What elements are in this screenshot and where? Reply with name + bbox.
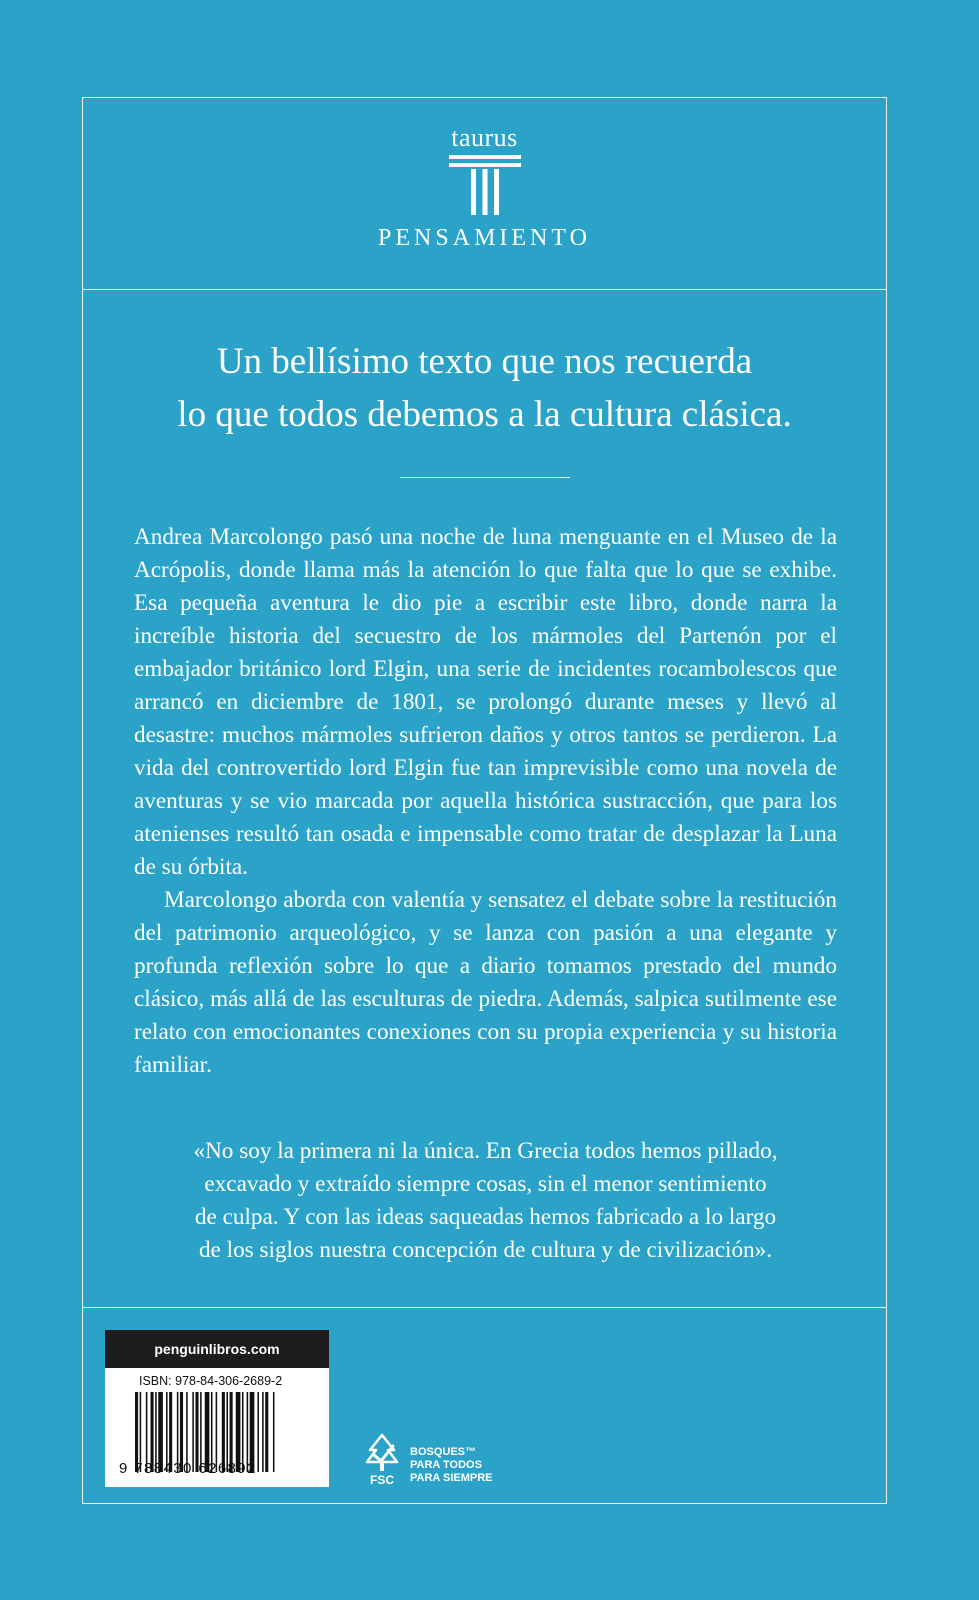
description-paragraph-1: Andrea Marcolongo pasó una noche de luna menguante en el Museo de la Acrópolis, donde llama más la atención lo que falta que lo que se exhibe. Esa pequeña aventura le dio pie a escribir este libro, donde narra la increíble historia del secuestro de los mármoles del Partenón por el embajador británico lord Elgin, una serie de incidentes rocambolescos que arrancó en diciembre de 1801, se prolongó durante meses y llevó al desastre: muchos mármoles sufrieron daños y otros tantos se perdieron. La vida del controvertido lord Elgin fue tan imprevisible como una novela de aventuras y se vio marcada por aquella histórica sustracción, que para los atenienses resultó tan osada e impensable como tratar de desplazar la Luna de su órbita. [134, 524, 837, 880]
tagline [82, 335, 887, 441]
fsc-tree-check-icon [362, 1432, 402, 1474]
collection-name: PENSAMIENTO [378, 225, 591, 251]
fsc-slogan [410, 1446, 493, 1485]
author-quote [134, 1135, 837, 1267]
quote-line-2: excavado y extraído siempre cosas, sin el menor sentimiento [204, 1171, 767, 1197]
fsc-label: FSC [370, 1473, 394, 1487]
tagline-line-2: lo que todos debemos a la cultura clásica. [177, 394, 792, 435]
footer-divider [82, 1307, 887, 1308]
quote-line-4: de los siglos nuestra concepción de cultura y de civilización». [198, 1237, 773, 1263]
fsc-slogan-line-1: BOSQUES™ [410, 1446, 477, 1458]
publisher-header [82, 97, 887, 291]
isbn-number: ISBN: 978-84-306-2689-2 [139, 1374, 283, 1388]
fsc-slogan-line-2: PARA TODOS [410, 1459, 482, 1471]
ean-digits: 9 788430 626892 [119, 1460, 257, 1477]
publisher-website: penguinlibros.com [105, 1330, 329, 1368]
fsc-slogan-line-3: PARA SIEMPRE [410, 1472, 493, 1484]
taurus-t-logo-icon [449, 155, 521, 215]
book-description [134, 521, 837, 1082]
tagline-line-1: Un bellísimo texto que nos recuerda [216, 341, 753, 382]
description-paragraph-2: Marcolongo aborda con valentía y sensatez el debate sobre la restitución del patrimonio arqueológico, y se lanza con pasión a una elegante y profunda reflexión sobre lo que a diario tomamos prestado del mundo clásico, más allá de las esculturas de piedra. Además, salpica sutilmente ese relato con emocionantes conexiones con su propia experiencia y su historia familiar. [134, 887, 837, 1078]
publisher-name: taurus [451, 123, 518, 152]
barcode-label [105, 1330, 329, 1487]
fsc-certification [362, 1432, 532, 1492]
ornamental-rule [400, 477, 570, 478]
quote-line-3: de culpa. Y con las ideas saqueadas hemos fabricado a lo largo [194, 1204, 777, 1230]
quote-line-1: «No soy la primera ni la única. En Grecia todos hemos pillado, [193, 1138, 778, 1164]
